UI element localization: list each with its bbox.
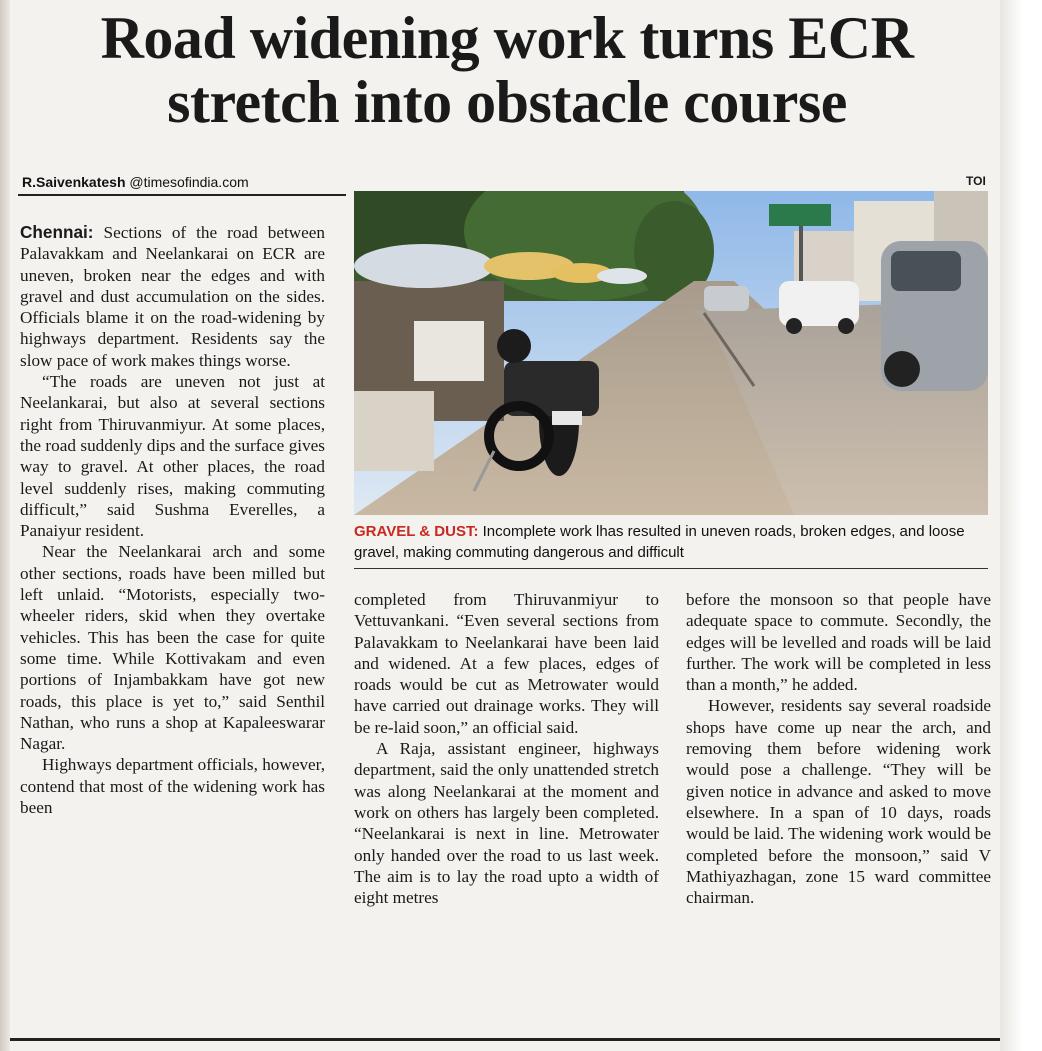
paragraph-4: Highways department officials, however, contend that most of the widening work has been: [20, 755, 325, 818]
paragraph-6: A Raja, assistant engineer, highways department, said the only unattended stretch was along Neelankarai at the moment and work on others has largely been completed. “Neelankarai is next in line. Metrowater only handed over the road to us last week. The aim is to lay the road upto a width of eight metres: [354, 739, 659, 908]
paragraph-5: completed from Thiruvanmiyur to Vettuvankani. “Even several sections from Palavakkam to Neelankarai have been laid and widened. At a few places, edges of roads would be cut as Metrowater would have carried out drainage works. They will be re-laid soon,” an official said.: [354, 590, 659, 737]
paragraph-1: [20, 222, 325, 371]
page-right-margin: [1000, 0, 1042, 1051]
dateline: Chennai:: [20, 222, 94, 242]
paragraph-2: “The roads are uneven not just at Neelankarai, but also at several sections right from Thiruvanmiyur. At some places, the road suddenly dips and the surface gives way to gravel. At other places, the road level suddenly rises, making commuting difficult,” said Sushma Everelles, a Panaiyur resident.: [20, 372, 325, 541]
photo-caption: [354, 521, 994, 563]
paragraph-1-text: Sections of the road between Palavakkam and Neelankarai on ECR are uneven, broken near the edges and with gravel and dust accumulation on the sides. Officials blame it on the road-widening by highways department. Residents say the slow pace of work makes things worse.: [20, 223, 325, 370]
news-photo: [354, 191, 988, 515]
paragraph-7: before the monsoon so that people have adequate space to commute. Secondly, the edges will be levelled and roads will be laid further. The work will be completed in less than a month,” he added.: [686, 590, 991, 695]
column-2: [354, 589, 659, 908]
column-1: [20, 222, 325, 818]
street-scene-illustration: [354, 191, 988, 515]
column-3: [686, 589, 991, 908]
byline-author: R.Saivenkatesh: [22, 174, 126, 190]
byline: [22, 174, 249, 190]
headline-line-2: stretch into obstacle course: [167, 69, 847, 135]
page-left-shadow: [0, 0, 10, 1051]
caption-rule: [354, 568, 988, 569]
headline-line-1: Road widening work turns ECR: [100, 5, 914, 71]
page-bottom-rule: [10, 1038, 1000, 1041]
paragraph-8: However, residents say several roadside shops have come up near the arch, and removing them before widening work would pose a challenge. “They will be given notice in advance and asked to move elsewhere. In a span of 10 days, roads would be laid. The widening work would be completed before the monsoon,” said V Mathiyazhagan, zone 15 ward committee chairman.: [686, 696, 991, 908]
byline-source: @timesofindia.com: [125, 174, 249, 190]
headline: [12, 6, 1002, 134]
caption-tag: GRAVEL & DUST:: [354, 523, 479, 540]
byline-rule: [18, 194, 346, 196]
photo-credit: TOI: [966, 174, 986, 188]
paragraph-3: Near the Neelankarai arch and some other sections, roads have been milled but left unlaid. “Motorists, especially two-wheeler riders, skid when they overtake vehicles. This has been the case for quite some time. While Kottivakam and even portions of Injambakkam have got new roads, this place is yet to,” said Senthil Nathan, who runs a shop at Kapaleeswarar Nagar.: [20, 542, 325, 754]
caption-text: Incomplete work lhas resulted in uneven roads, broken edges, and loose gravel, making commuting dangerous and difficult: [354, 523, 965, 561]
